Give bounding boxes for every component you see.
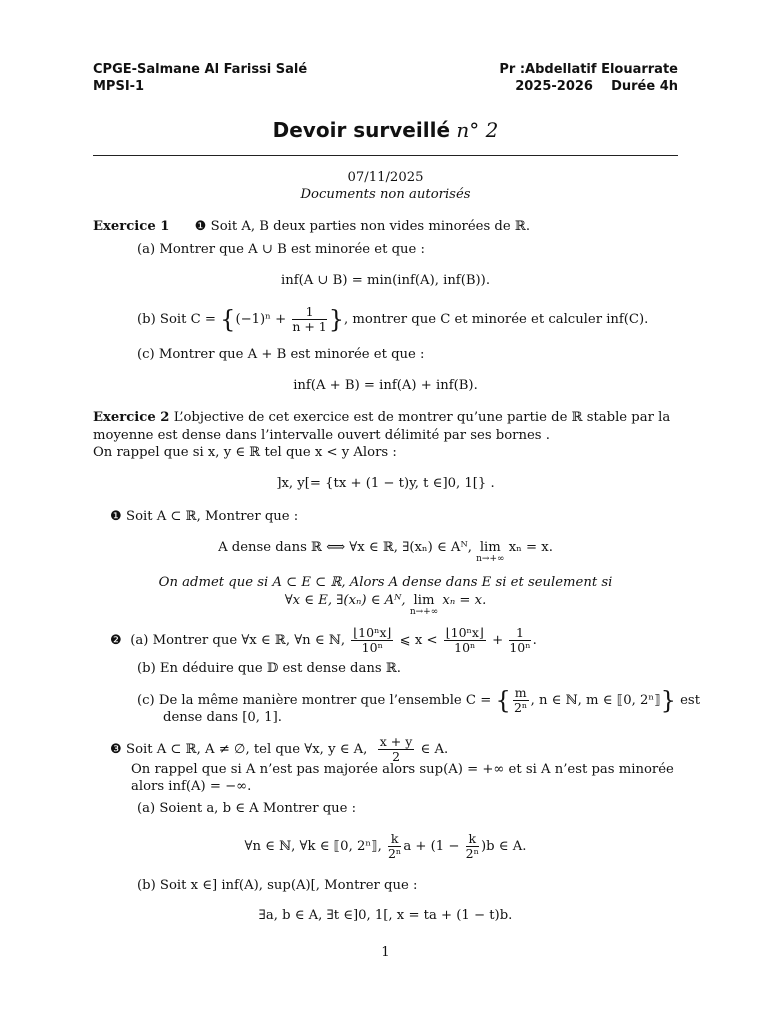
page-title bbox=[93, 118, 678, 142]
lim-sub: n→+∞ bbox=[476, 554, 505, 564]
q3-pre: Soit A ⊂ ℝ, A ≠ ∅, tel que ∀x, y ∈ A, bbox=[126, 742, 368, 757]
title-text: Devoir surveillé bbox=[272, 118, 451, 142]
q2a-frac1 bbox=[351, 626, 393, 655]
q3a-mid1: a + (1 − bbox=[403, 839, 460, 854]
title-number: n° 2 bbox=[456, 118, 499, 142]
ex2-intro1: L’objective de cet exercice est de montrer qu’une partie de ℝ stable par la bbox=[173, 410, 671, 425]
q3a-frac2 bbox=[466, 832, 479, 861]
q3a-frac1-num: k bbox=[388, 832, 401, 847]
school-name: CPGE-Salmane Al Farissi Salé bbox=[93, 62, 308, 77]
q3-frac bbox=[378, 735, 415, 764]
q2c-pre: (c) De la même manière montrer que l’ensemble C = bbox=[137, 693, 492, 708]
q2a-frac2-den: 10ⁿ bbox=[454, 640, 476, 655]
q3-bullet: ❸ bbox=[110, 742, 122, 757]
exam-date: 07/11/2025 bbox=[347, 170, 424, 185]
admit-line2 bbox=[93, 593, 678, 617]
q2a-plus: + bbox=[492, 633, 504, 648]
q2b-line: (b) En déduire que 𝔻 est dense dans ℝ. bbox=[137, 661, 401, 676]
q3-line bbox=[110, 735, 448, 764]
year-duration bbox=[515, 79, 678, 94]
q2a-frac2 bbox=[444, 626, 486, 655]
ex1-a: (a) Montrer que A ∪ B est minorée et que : bbox=[137, 242, 425, 257]
admit2-limit bbox=[410, 593, 438, 617]
q2a-line bbox=[110, 626, 537, 655]
ex1-b-post: , montrer que C et minorée et calculer inf(C). bbox=[344, 312, 649, 327]
q2c-post: est bbox=[680, 693, 700, 708]
q2c-line: (c) De la même manière montrer que l’ensemble C = { $\frac{m}{\text{2ⁿ}}$ , n ∈ ℕ, m ∈ ⟦0, 2ⁿ⟧} est bbox=[137, 685, 700, 715]
q3-line2: On rappel que si A n’est pas majorée alors sup(A) = +∞ et si A n’est pas minorée bbox=[131, 762, 674, 777]
documents-note: Documents non autorisés bbox=[300, 187, 471, 202]
q3a-mid2: )b ∈ A. bbox=[481, 839, 527, 854]
q2c-set: , n ∈ ℕ, m ∈ ⟦0, 2ⁿ⟧ bbox=[530, 693, 661, 708]
ex1-b-term: (−1)ⁿ + bbox=[235, 312, 287, 327]
ex1-b-fraction bbox=[292, 305, 326, 334]
ex2-intro-line2: moyenne est dense dans l’intervalle ouvert délimité par ses bornes . bbox=[93, 428, 550, 443]
q2a-frac3-den: 10ⁿ bbox=[509, 640, 531, 655]
q2a-frac2-num: ⌊10ⁿx⌋ bbox=[445, 625, 484, 640]
q3b-line: (b) Soit x ∈] inf(A), sup(A)[, Montrer que : bbox=[137, 878, 418, 893]
ex1-b-den: n + 1 bbox=[292, 319, 327, 334]
duration: Durée 4h bbox=[611, 79, 678, 94]
title-rule bbox=[93, 155, 678, 156]
q1-formula bbox=[93, 540, 678, 564]
admit-line1: On admet que si A ⊂ E ⊂ ℝ, Alors A dense dans E si et seulement si bbox=[158, 575, 613, 590]
q2a-frac1-num: ⌊10ⁿx⌋ bbox=[353, 625, 392, 640]
ex2-label: Exercice 2 bbox=[93, 410, 170, 425]
ex1-bullet: ❶ bbox=[194, 219, 207, 234]
q3a-frac2-den: 2ⁿ bbox=[465, 846, 480, 861]
q2c-den: 2ⁿ bbox=[513, 700, 528, 715]
q3-post: ∈ A. bbox=[420, 742, 449, 757]
q2c-num: m bbox=[514, 685, 527, 700]
school-year: 2025-2026 bbox=[515, 79, 593, 94]
q3-num: x + y bbox=[379, 734, 413, 749]
q1-bullet: ❶ bbox=[110, 509, 122, 524]
q3a-formula bbox=[93, 832, 678, 861]
ex1-c: (c) Montrer que A + B est minorée et que : bbox=[137, 347, 425, 362]
q3a-frac1-den: 2ⁿ bbox=[387, 846, 402, 861]
ex2-intro-line1 bbox=[93, 410, 670, 425]
lim-sub-2: n→+∞ bbox=[409, 607, 439, 617]
ex1-label: Exercice 1 bbox=[93, 219, 170, 234]
class-name: MPSI-1 bbox=[93, 79, 145, 94]
ex1-a-formula: inf(A ∪ B) = min(inf(A), inf(B)). bbox=[280, 273, 491, 288]
q1-text: Soit A ⊂ ℝ, Montrer que : bbox=[126, 509, 299, 524]
lim-text: lim bbox=[479, 540, 501, 555]
q3-den: 2 bbox=[392, 749, 401, 764]
q3a-frac2-num: k bbox=[466, 832, 479, 847]
q1-limit bbox=[476, 540, 504, 564]
q1-formula-post: xₙ = x. bbox=[508, 540, 553, 555]
q2c-line2: dense dans [0, 1]. bbox=[163, 710, 282, 725]
q2a-frac3-num: 1 bbox=[509, 626, 530, 641]
q1-formula-pre: A dense dans ℝ ⟺ ∀x ∈ ℝ, ∃(xₙ) ∈ Aᴺ, bbox=[218, 540, 472, 555]
q2a-pre: (a) Montrer que ∀x ∈ ℝ, ∀n ∈ ℕ, bbox=[130, 633, 346, 648]
admit2-post: xₙ = x. bbox=[442, 593, 487, 608]
q3a-frac1 bbox=[388, 832, 401, 861]
ex1-b-pre: (b) Soit C = bbox=[137, 312, 216, 327]
page-number: 1 bbox=[381, 945, 390, 960]
q2a-ineq: ⩽ x < bbox=[399, 633, 438, 648]
q2a-frac3 bbox=[509, 626, 530, 655]
ex1-header bbox=[93, 219, 530, 234]
ex2-intro-line3: On rappel que si x, y ∈ ℝ tel que x < y Alors : bbox=[93, 445, 397, 460]
q3a-line: (a) Soient a, b ∈ A Montrer que : bbox=[137, 801, 357, 816]
q3b-formula: ∃a, b ∈ A, ∃t ∈]0, 1[, x = ta + (1 − t)b. bbox=[258, 908, 513, 923]
lim-text-2: lim bbox=[413, 593, 435, 608]
interval-formula: ]x, y[= {tx + (1 − t)y, t ∈]0, 1[} . bbox=[276, 476, 495, 491]
ex1-c-formula: inf(A + B) = inf(A) + inf(B). bbox=[293, 378, 478, 393]
q2a-frac1-den: 10ⁿ bbox=[361, 640, 383, 655]
q2c-frac bbox=[513, 686, 529, 715]
q2-bullet: ❷ bbox=[110, 633, 122, 648]
q1-line bbox=[110, 509, 298, 524]
teacher-name: Pr :Abdellatif Elouarrate bbox=[499, 62, 678, 77]
q2a-end: . bbox=[532, 633, 537, 648]
admit2-pre: ∀x ∈ E, ∃(xₙ) ∈ Aᴺ, bbox=[284, 593, 406, 608]
ex1-b-num: 1 bbox=[292, 305, 326, 320]
ex1-intro: Soit A, B deux parties non vides minorées de ℝ. bbox=[210, 219, 531, 234]
q3-line3: alors inf(A) = −∞. bbox=[131, 779, 252, 794]
ex1-b: (b) Soit C = {(−1)ⁿ + $\frac{1}{n + 1}$ }, montrer que C et minorée et calculer inf(C). bbox=[137, 304, 649, 334]
q3a-pre: ∀n ∈ ℕ, ∀k ∈ ⟦0, 2ⁿ⟧, bbox=[244, 839, 382, 854]
